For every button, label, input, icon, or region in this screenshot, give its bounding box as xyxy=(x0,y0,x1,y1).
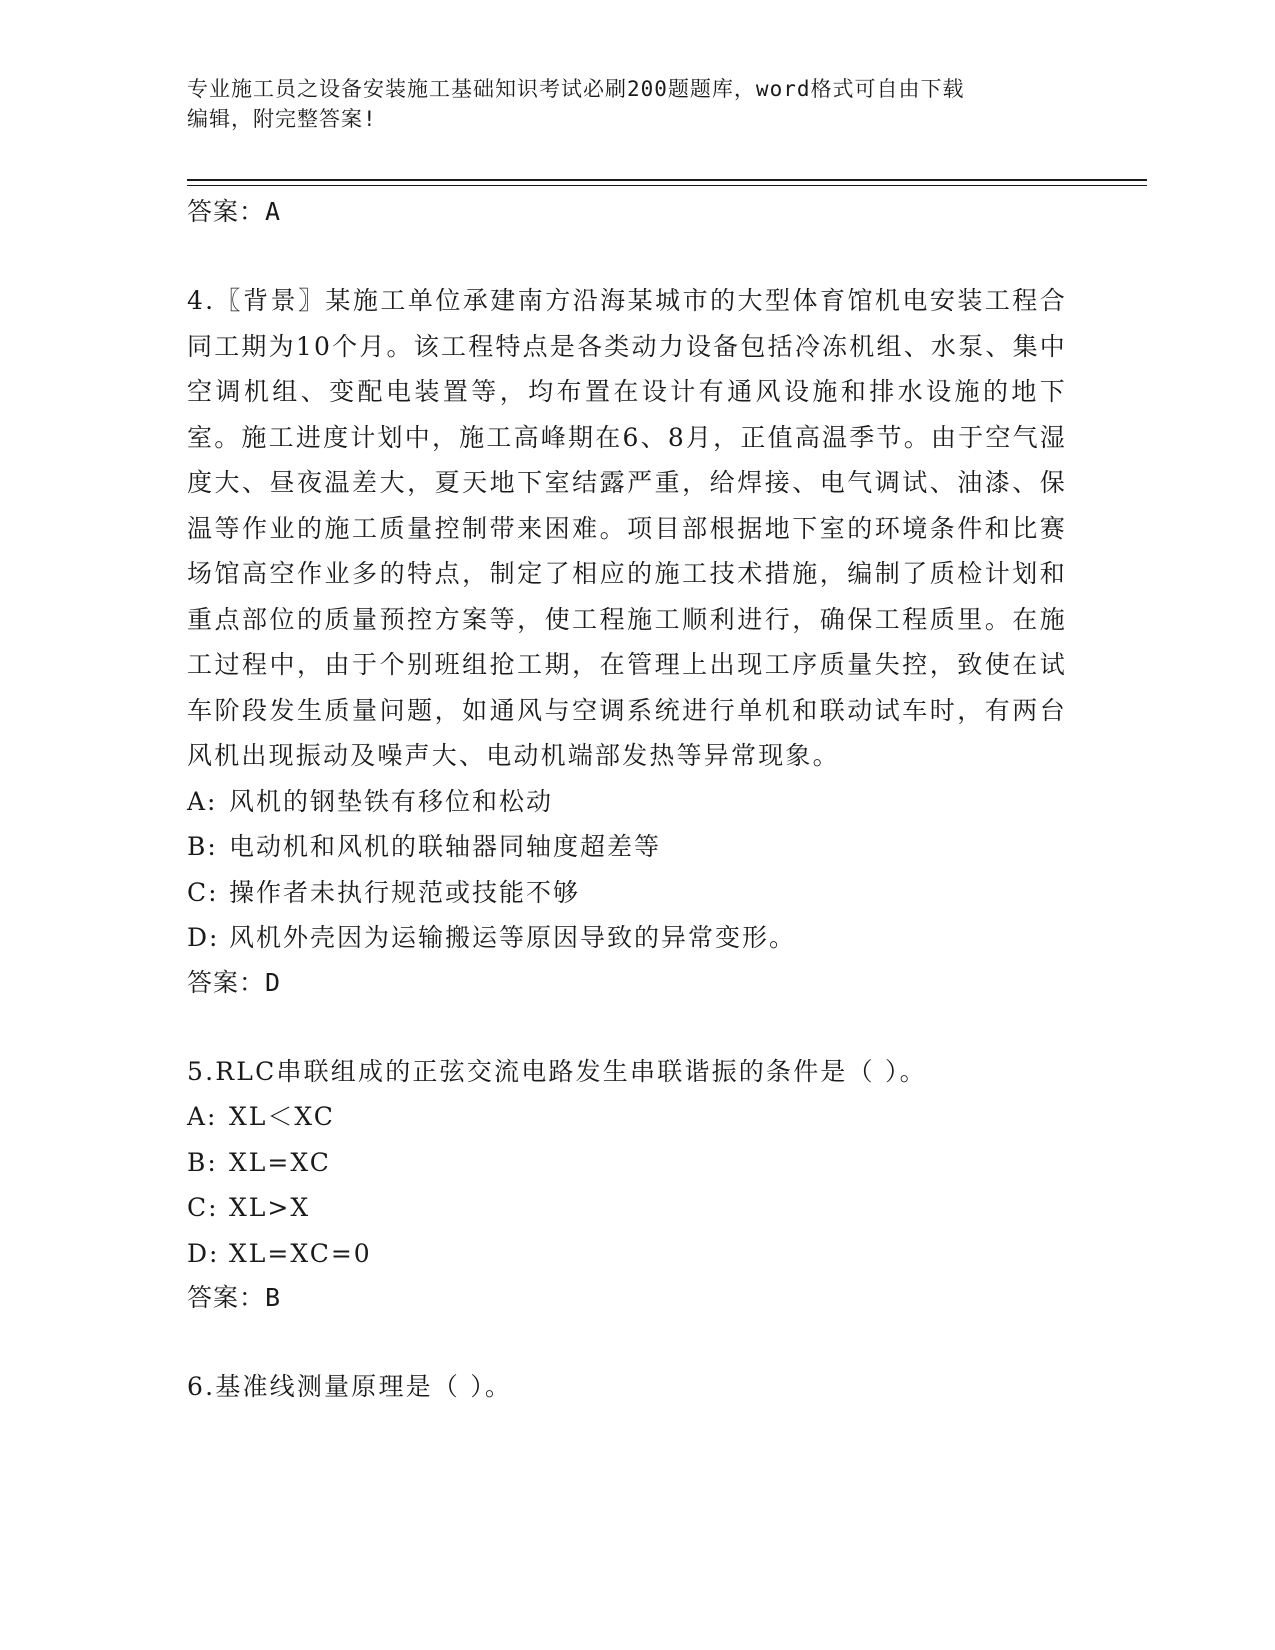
question-4-stem: 4.〖背景〗某施工单位承建南方沿海某城市的大型体育馆机电安装工程合同工期为10个月。该工程特点是各类动力设备包括冷冻机组、水泵、集中空调机组、变配电装置等，均布置在设计有通风设施和排水设施的地下室。施工进度计划中，施工高峰期在6、8月，正值高温季节。由于空气湿度大、昼夜温差大，夏天地下室结露严重，给焊接、电气调试、油漆、保温等作业的施工质量控制带来困难。项目部根据地下室的环境条件和比赛场馆高空作业多的特点，制定了相应的施工技术措施，编制了质检计划和重点部位的质量预控方案等，使工程施工顺利进行，确保工程质里。在施工过程中，由于个别班组抢工期，在管理上出现工序质量失控，致使在试车阶段发生质量问题，如通风与空调系统进行单机和联动试车时，有两台风机出现振动及噪声大、电动机端部发热等异常现象。 xyxy=(187,286,1067,770)
answer-4: 答案：D xyxy=(187,967,282,997)
question-4-option-b xyxy=(187,824,1067,870)
option-letter: C: xyxy=(187,877,219,907)
option-text: XL=XC xyxy=(229,1147,331,1177)
question-list xyxy=(187,190,1067,1410)
page-header xyxy=(187,74,1087,134)
spacer xyxy=(187,1005,1067,1049)
question-5-option-a xyxy=(187,1094,1067,1140)
option-letter: C: xyxy=(187,1193,219,1222)
header-divider-thick xyxy=(187,179,1147,181)
option-letter: B: xyxy=(187,1147,218,1177)
option-letter: A: xyxy=(187,786,218,816)
option-text: 操作者未执行规范或技能不够 xyxy=(229,877,581,907)
option-letter: D: xyxy=(187,923,220,952)
question-5-option-b xyxy=(187,1140,1067,1186)
question-4-option-d xyxy=(187,915,1067,961)
header-title-line-2: 编辑，附完整答案! xyxy=(187,107,377,131)
option-text: XL=XC=0 xyxy=(229,1238,372,1268)
question-5 xyxy=(187,1049,1067,1321)
option-text: 电动机和风机的联轴器同轴度超差等 xyxy=(229,832,662,861)
question-4-option-a xyxy=(187,779,1067,825)
question-5-option-d xyxy=(187,1231,1067,1277)
header-divider-thin xyxy=(187,185,1147,186)
option-text: 风机的钢垫铁有移位和松动 xyxy=(229,786,554,816)
option-letter: A: xyxy=(187,1102,218,1131)
question-6-stem: 6.基准线测量原理是（ ）。 xyxy=(187,1372,513,1401)
spacer xyxy=(187,1320,1067,1364)
question-5-option-c xyxy=(187,1185,1067,1231)
question-4 xyxy=(187,278,1067,1005)
option-text: XL>X xyxy=(229,1193,311,1222)
answer-5: 答案：B xyxy=(187,1283,282,1312)
spacer xyxy=(187,234,1067,278)
answer-3: 答案：A xyxy=(187,197,282,226)
option-letter: D: xyxy=(187,1238,220,1268)
header-title-line-1: 专业施工员之设备安装施工基础知识考试必刷200题题库，word格式可自由下载 xyxy=(187,77,965,101)
option-text: XL＜XC xyxy=(229,1102,335,1131)
question-6 xyxy=(187,1364,1067,1410)
option-letter: B: xyxy=(187,832,218,861)
question-5-stem: 5.RLC串联组成的正弦交流电路发生串联谐振的条件是（ ）。 xyxy=(187,1056,927,1086)
option-text: 风机外壳因为运输搬运等原因导致的异常变形。 xyxy=(229,923,797,952)
question-4-option-c xyxy=(187,870,1067,916)
